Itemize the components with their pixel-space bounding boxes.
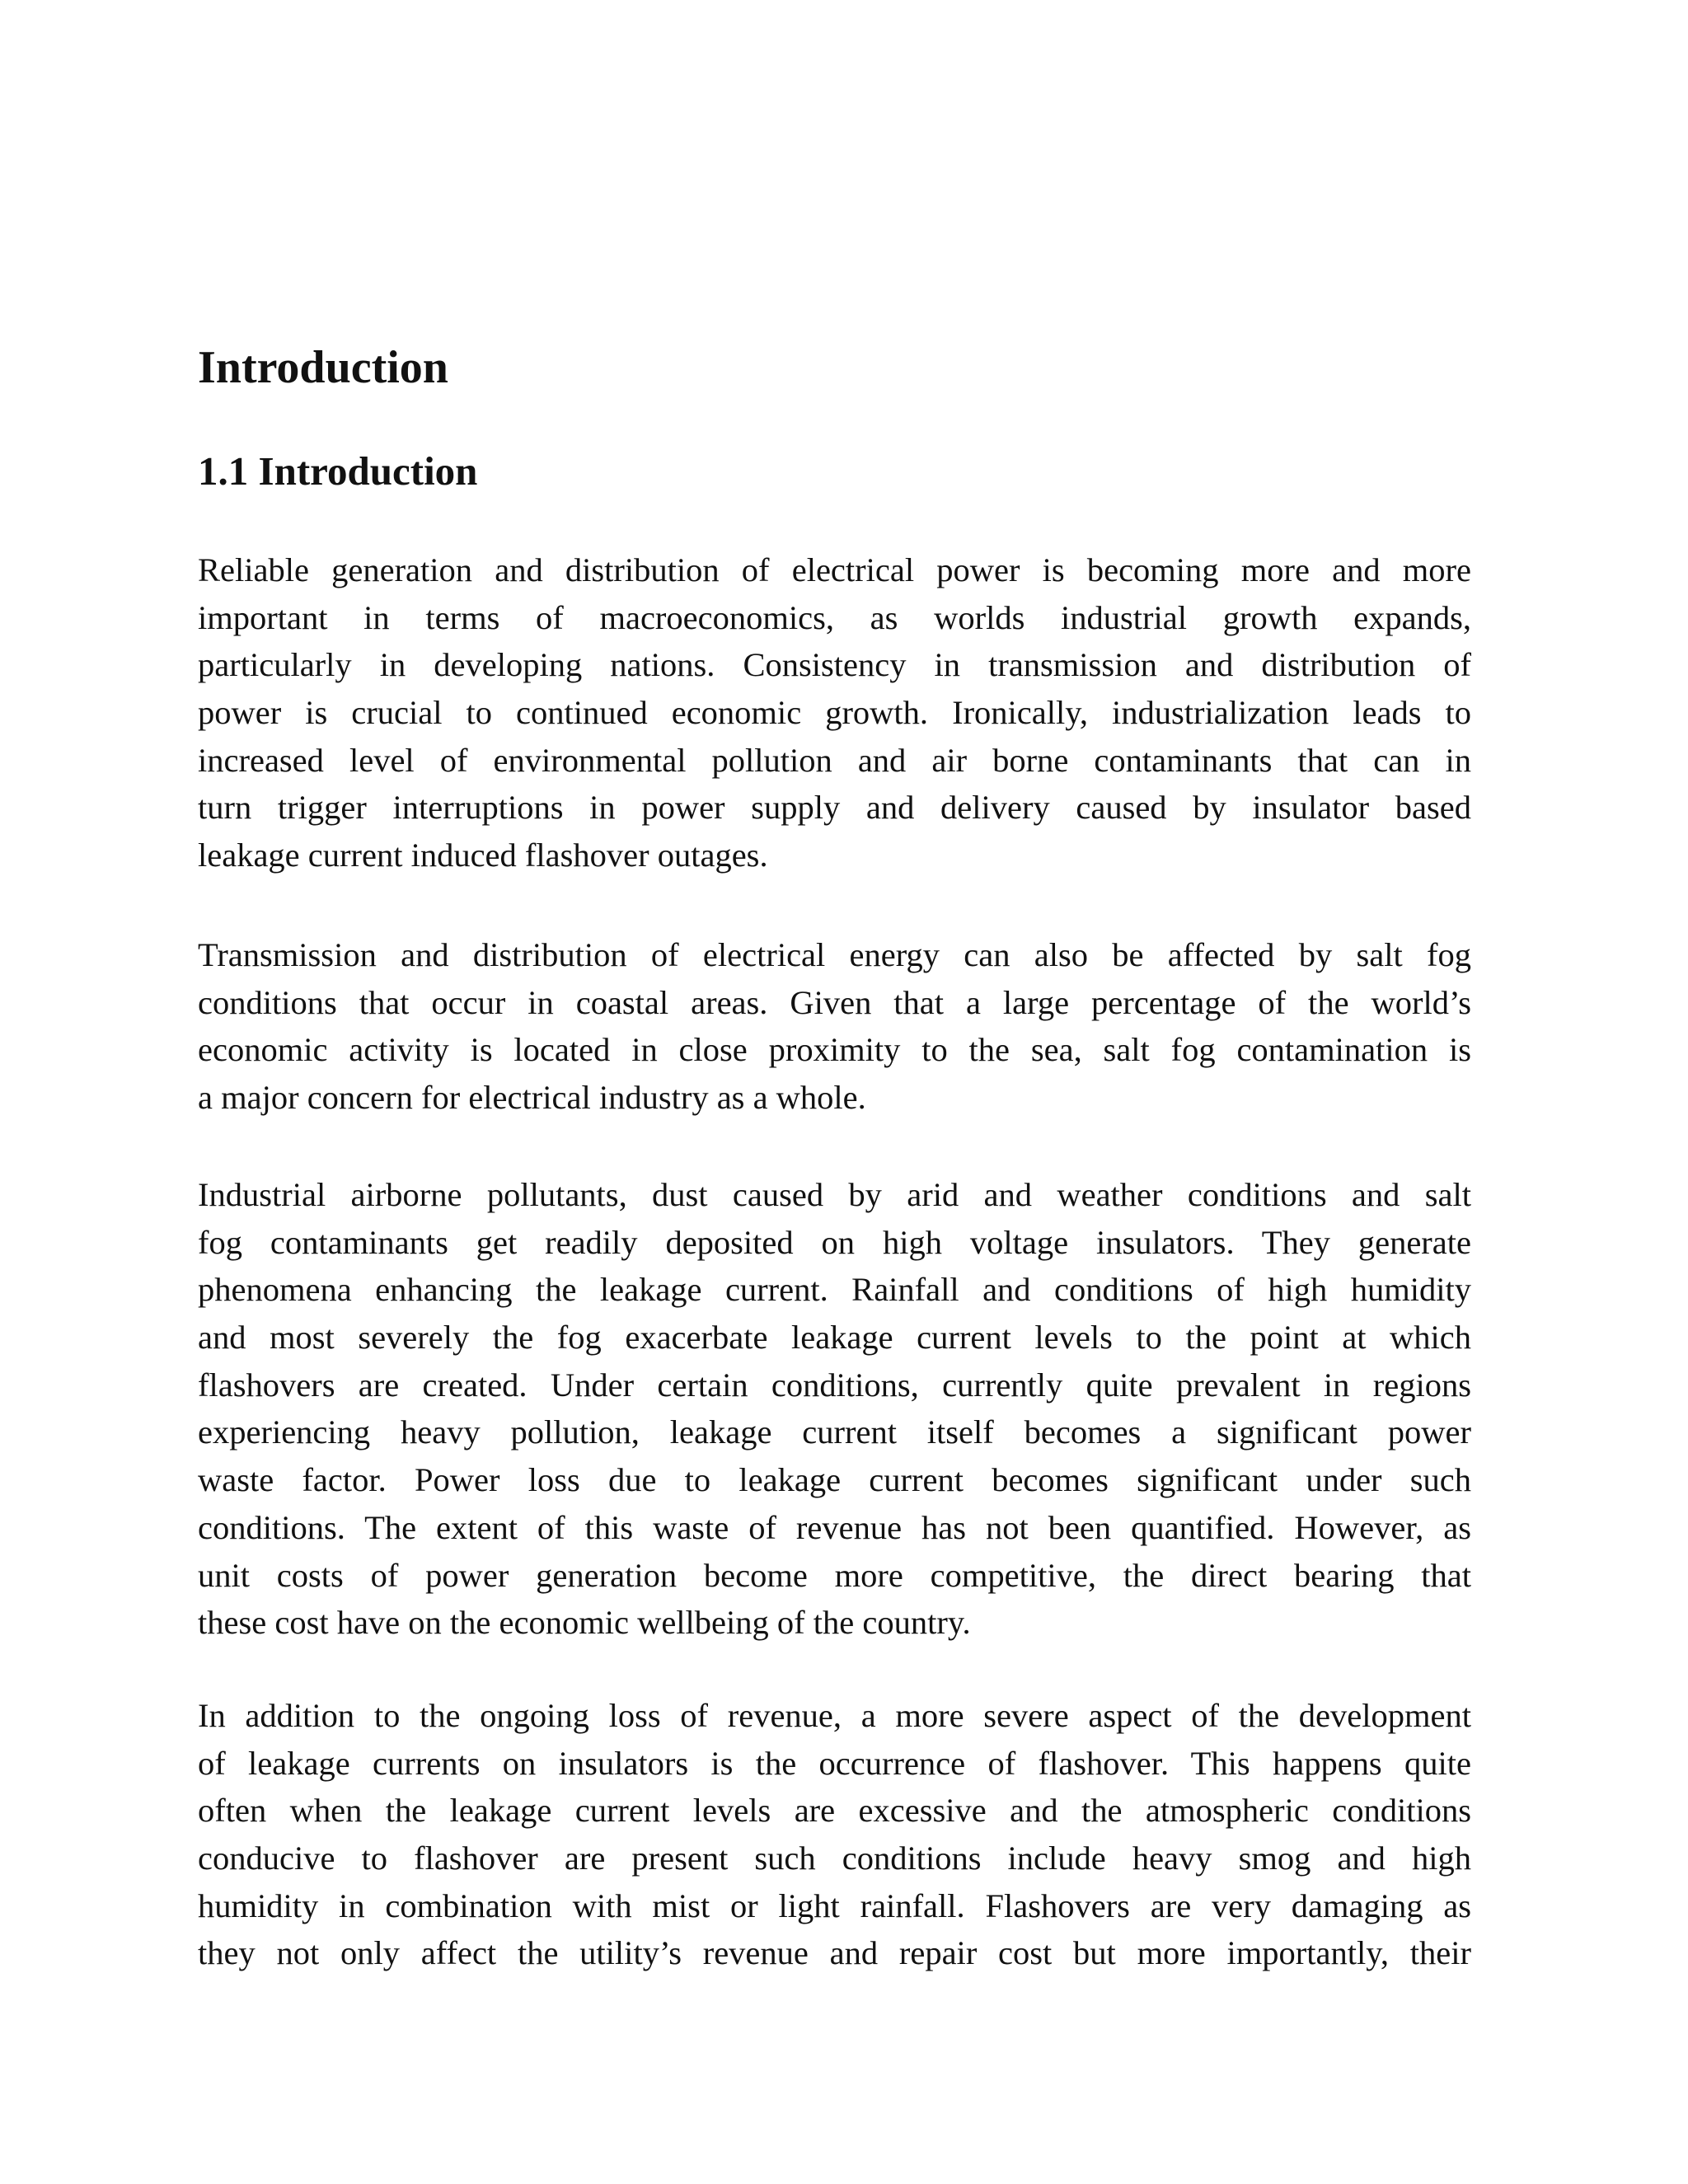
text-line: Transmission and distribution of electrical energy can also be affected by salt fog [198,936,1471,973]
paragraph-3 [198,1171,1471,1647]
text-line: leakage current induced flashover outages. [198,837,768,874]
text-line: flashovers are created. Under certain conditions, currently quite prevalent in regions [198,1366,1471,1404]
text-line: unit costs of power generation become more competitive, the direct bearing that [198,1556,1471,1594]
text-line: and most severely the fog exacerbate leakage current levels to the point at which [198,1319,1471,1357]
text-line: increased level of environmental pollution and air borne contaminants that can in [198,741,1471,779]
text-line: power is crucial to continued economic growth. Ironically, industrialization leads to [198,694,1471,732]
text-line: Industrial airborne pollutants, dust caused by arid and weather conditions and salt [198,1176,1471,1213]
text-line: a major concern for electrical industry as a whole. [198,1079,866,1117]
text-line: economic activity is located in close proximity to the sea, salt fog contamination is [198,1031,1471,1069]
text-line: waste factor. Power loss due to leakage current becomes significant under such [198,1461,1471,1499]
paragraph-1 [198,546,1471,879]
text-line: of leakage currents on insulators is the occurrence of flashover. This happens quite [198,1744,1471,1782]
text-line: particularly in developing nations. Consistency in transmission and distribution of [198,646,1471,684]
text-line: humidity in combination with mist or light rainfall. Flashovers are very damaging as [198,1886,1471,1924]
text-line: turn trigger interruptions in power supply and delivery caused by insulator based [198,789,1471,827]
text-line: they not only affect the utility’s revenue and repair cost but more importantly, their [198,1934,1471,1972]
text-line: often when the leakage current levels are excessive and the atmospheric conditions [198,1792,1471,1830]
paragraph-2 [198,931,1471,1122]
text-line: experiencing heavy pollution, leakage current itself becomes a significant power [198,1413,1471,1451]
text-line: Reliable generation and distribution of electrical power is becoming more and more [198,551,1471,588]
text-line: conditions that occur in coastal areas. Given that a large percentage of the world’s [198,983,1471,1021]
text-line: fog contaminants get readily deposited on high voltage insulators. They generate [198,1223,1471,1261]
text-line: phenomena enhancing the leakage current. Rainfall and conditions of high humidity [198,1271,1471,1309]
section-title: 1.1 Introduction [198,448,478,494]
text-line: conditions. The extent of this waste of revenue has not been quantified. However, as [198,1508,1471,1546]
text-line: these cost have on the economic wellbeing of the country. [198,1604,971,1642]
chapter-title: Introduction [198,342,448,393]
paragraph-4 [198,1692,1471,1977]
text-line: conducive to flashover are present such conditions include heavy smog and high [198,1840,1471,1877]
text-line: In addition to the ongoing loss of revenue, a more severe aspect of the development [198,1697,1471,1734]
text-line: important in terms of macroeconomics, as worlds industrial growth expands, [198,598,1471,636]
